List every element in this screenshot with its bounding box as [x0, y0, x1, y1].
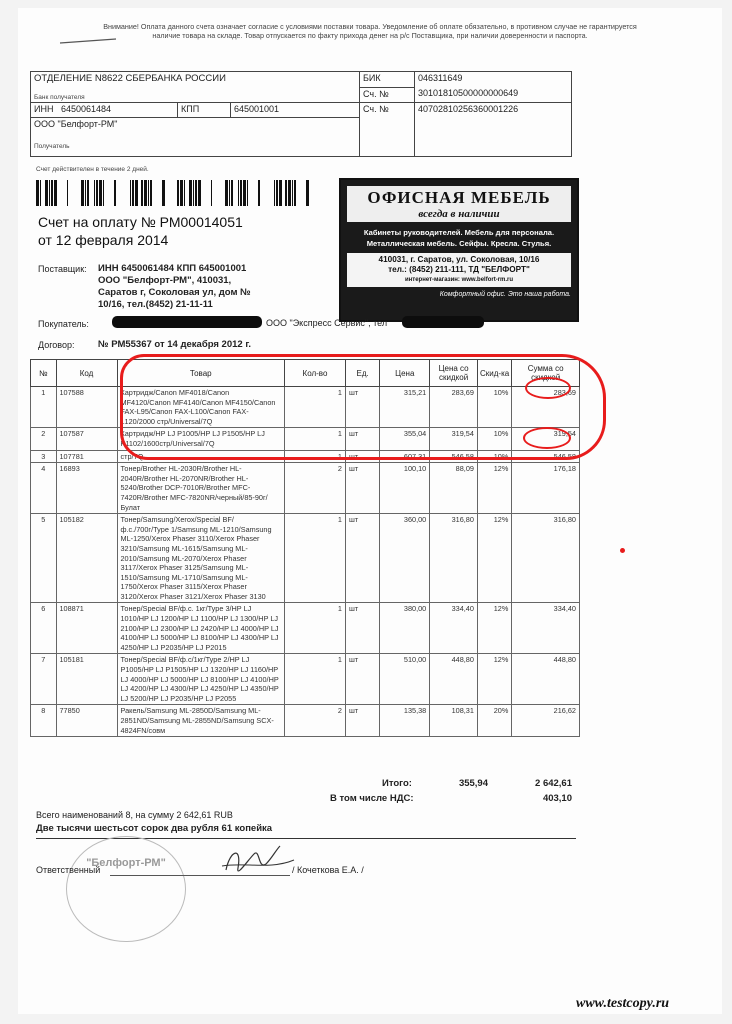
cell-price: 607,31	[380, 450, 430, 463]
account-label: Сч. №	[360, 103, 415, 157]
recipient-label: Получатель	[34, 143, 70, 150]
col-sum-header: Сумма со скидкой	[512, 360, 580, 387]
cell-discount: 12%	[477, 654, 511, 705]
barcode-bar	[240, 180, 242, 206]
cell-price: 100,10	[380, 463, 430, 514]
barcode-bar	[177, 180, 179, 206]
barcode-bar	[180, 180, 183, 206]
handwritten-signature	[214, 840, 304, 882]
invoice-page	[18, 8, 722, 1014]
cell-qty: 1	[284, 428, 345, 450]
cell-qty: 1	[284, 514, 345, 603]
ad-subheading: всегда в наличии	[418, 208, 500, 220]
barcode-bar	[85, 180, 86, 206]
vat-value: 403,10	[542, 793, 572, 804]
barcode-bar	[306, 180, 309, 206]
cell-discount: 10%	[477, 450, 511, 463]
recipient-name: ООО "Белфорт-РМ"	[34, 119, 118, 129]
supplier-line: 10/16, тел.(8452) 21-11-11	[98, 299, 213, 310]
ad-web: интернет-магазин: www.belfort-rm.ru	[404, 277, 514, 283]
barcode-bar	[81, 180, 84, 206]
table-row	[31, 603, 580, 654]
payment-notice: Внимание! Оплата данного счета означает согласие с условиями поставки товара. Уведомление об оплате обязательно, в противном случае не гарантируется наличие товара на складе. Товар отпускается по факту прихода денег на р/с Поставщика, при наличии доверенности и паспорта.	[103, 22, 637, 40]
supplier-details	[98, 263, 251, 311]
barcode-bar	[247, 180, 248, 206]
cell-price: 380,00	[380, 603, 430, 654]
cell-sum: 546,58	[512, 450, 580, 463]
ad-contacts	[347, 253, 571, 287]
corr-account-label: Сч. №	[360, 87, 415, 103]
table-row	[31, 463, 580, 514]
col-discounted-price-header: Цена со скидкой	[430, 360, 478, 387]
contract-label: Договор:	[38, 340, 75, 350]
cell-no: 1	[31, 387, 57, 428]
ad-phone: тел.: (8452) 211-111, ТД "БЕЛФОРТ"	[388, 265, 530, 274]
cell-code: 108871	[56, 603, 117, 654]
cell-code: 107587	[56, 428, 117, 450]
cell-goods: Тонер/Brother HL-2030R/Brother HL-2040R/Brother HL-2070NR/Brother HL-5240/Brother DCP-7010R/Brother MFC-7420R/Brother MFC-7820NR/черный/85-90г/Булат	[117, 463, 284, 514]
total-label: Итого:	[382, 778, 412, 789]
barcode-bar	[288, 180, 291, 206]
cell-price: 135,38	[380, 705, 430, 737]
cell-no: 4	[31, 463, 57, 514]
watermark: www.testcopy.ru	[576, 996, 670, 1011]
barcode-bar	[114, 180, 116, 206]
contract-value: № РМ55367 от 14 декабря 2012 г.	[98, 339, 251, 350]
barcode-bar	[276, 180, 278, 206]
cell-qty: 2	[284, 705, 345, 737]
buyer-value: ООО "Экспресс Сервис", тел	[266, 318, 388, 328]
barcode-bar	[258, 180, 260, 206]
supplier-line: Саратов г, Соколовая ул, дом №	[98, 287, 251, 298]
col-qty-header: Кол-во	[284, 360, 345, 387]
kpp-value: 645001001	[231, 103, 360, 118]
cell-unit: шт	[345, 603, 379, 654]
barcode-bar	[51, 180, 53, 206]
kpp-label: КПП	[178, 103, 231, 118]
company-stamp	[66, 836, 186, 942]
validity-note: Счет действителен в течение 2 дней.	[36, 166, 149, 173]
cell-no: 5	[31, 514, 57, 603]
total-sum: 2 642,61	[535, 778, 572, 789]
barcode-bar	[189, 180, 192, 206]
cell-price: 360,00	[380, 514, 430, 603]
cell-goods: Картридж/HP LJ P1005/HP LJ P1505/HP LJ P1102/1600стр/Universal/7Q	[117, 428, 284, 450]
table-row	[31, 705, 580, 737]
barcode-bar	[211, 180, 212, 206]
cell-discount: 10%	[477, 387, 511, 428]
cell-unit: шт	[345, 450, 379, 463]
cell-unit: шт	[345, 428, 379, 450]
ad-line: Кабинеты руководителей. Мебель для персонала.	[363, 228, 555, 237]
invoice-number: Счет на оплату № РМ00014051	[38, 214, 243, 230]
barcode-bar	[193, 180, 194, 206]
barcode-bar	[141, 180, 143, 206]
cell-code: 105182	[56, 514, 117, 603]
barcode-bar	[96, 180, 98, 206]
cell-qty: 2	[284, 463, 345, 514]
invoice-date: от 12 февраля 2014	[38, 232, 169, 248]
cell-discounted-price: 283,69	[430, 387, 478, 428]
cell-goods: стр/7Q	[117, 450, 284, 463]
total-discounted-price: 355,94	[458, 778, 488, 789]
cell-qty: 1	[284, 450, 345, 463]
redaction-bar	[402, 316, 484, 328]
barcode-bar	[67, 180, 68, 206]
signature-label: Ответственный	[36, 865, 101, 875]
barcode-bar	[238, 180, 239, 206]
barcode-bar	[135, 180, 138, 206]
barcode-bar	[243, 180, 246, 206]
cell-unit: шт	[345, 705, 379, 737]
barcode-bar	[195, 180, 197, 206]
cell-code: 77850	[56, 705, 117, 737]
cell-discounted-price: 334,40	[430, 603, 478, 654]
col-discount-header: Скид-ка	[477, 360, 511, 387]
cell-discounted-price: 546,58	[430, 450, 478, 463]
cell-unit: шт	[345, 463, 379, 514]
barcode-bar	[144, 180, 147, 206]
cell-code: 105181	[56, 654, 117, 705]
barcode-bar	[45, 180, 48, 206]
cell-qty: 1	[284, 603, 345, 654]
ad-lines	[341, 227, 577, 249]
barcode-bar	[184, 180, 185, 206]
cell-goods: Тонер/Samsung/Xerox/Special BF/ф.с./700г/Type 1/Samsung ML-1210/Samsung ML-1250/Xerox Phaser 3110/Xerox Phaser 3210/Samsung ML-1615/Samsung ML-2010/Samsung ML-2070/Xerox Phaser 3117/Xerox Phaser 3125/Samsung ML-1510/Samsung ML-1710/Samsung ML-1750/Xerox Phaser 3115/Xerox Phaser 3120/Xerox Phaser 3121/Xerox Phaser 3130	[117, 514, 284, 603]
cell-no: 7	[31, 654, 57, 705]
barcode-bar	[54, 180, 57, 206]
supplier-line: ООО "Белфорт-РМ", 410031,	[98, 275, 232, 286]
supplier-label: Поставщик:	[38, 264, 87, 274]
table-row	[31, 654, 580, 705]
annotation-circle	[525, 377, 571, 399]
cell-sum: 176,18	[512, 463, 580, 514]
cell-code: 107781	[56, 450, 117, 463]
bank-details-table	[30, 71, 572, 157]
cell-no: 8	[31, 705, 57, 737]
bik-value: 046311649	[415, 72, 572, 88]
cell-code: 107588	[56, 387, 117, 428]
ad-slogan: Комфортный офис. Это наша работа.	[439, 291, 571, 298]
cell-price: 355,04	[380, 428, 430, 450]
barcode-bar	[49, 180, 50, 206]
cell-no: 6	[31, 603, 57, 654]
inn-value: 6450061484	[60, 104, 112, 114]
cell-goods: Тонер/Special BF/ф.с. 1кг/Type 3/HP LJ 1010/HP LJ 1200/HP LJ 1100/HP LJ 1300/HP LJ 2100/HP LJ 2300/HP LJ 2420/HP LJ 4000/HP LJ 4100/HP LJ 5000/HP LJ 8100/HP LJ 4300/HP LJ 4250/HP LJ P2035/HP LJ P2015	[117, 603, 284, 654]
corr-account-value: 30101810500000000649	[415, 87, 572, 103]
barcode-bar	[162, 180, 165, 206]
barcode-bar	[99, 180, 102, 206]
cell-discount: 20%	[477, 705, 511, 737]
barcode-bar	[285, 180, 287, 206]
cell-unit: шт	[345, 654, 379, 705]
signature-name: / Кочеткова Е.А. /	[292, 865, 364, 875]
cell-unit: шт	[345, 514, 379, 603]
cell-price: 510,00	[380, 654, 430, 705]
cell-sum: 448,80	[512, 654, 580, 705]
ad-heading-block	[347, 186, 571, 222]
col-unit-header: Ед.	[345, 360, 379, 387]
barcode-bar	[40, 180, 41, 206]
col-goods-header: Товар	[117, 360, 284, 387]
barcode-bar	[36, 180, 39, 206]
recipient-bank-label: Банк получателя	[34, 94, 85, 101]
cell-goods: Ракель/Samsung ML-2850D/Samsung ML-2851ND/Samsung ML-2855ND/Samsung SCX-4824FN/совм	[117, 705, 284, 737]
cell-discount: 12%	[477, 603, 511, 654]
red-dot	[620, 548, 625, 553]
barcode-bar	[225, 180, 228, 206]
barcode-bar	[274, 180, 275, 206]
barcode-bar	[148, 180, 149, 206]
invoice-title	[38, 213, 243, 249]
ad-address: 410031, г. Саратов, ул. Соколовая, 10/16	[378, 255, 540, 264]
cell-discounted-price: 448,80	[430, 654, 478, 705]
vat-label: В том числе НДС:	[330, 793, 414, 804]
cell-code: 16893	[56, 463, 117, 514]
cell-discount: 10%	[477, 428, 511, 450]
cell-sum: 334,40	[512, 603, 580, 654]
cell-discount: 12%	[477, 514, 511, 603]
cell-no: 3	[31, 450, 57, 463]
cell-discounted-price: 316,80	[430, 514, 478, 603]
cell-goods: Тонер/Special BF/ф.с/1кг/Type 2/HP LJ P1005/HP LJ P1505/HP LJ 1320/HP LJ 1160/HP LJ 4000/HP LJ 5000/HP LJ 8100/HP LJ 4100/HP LJ 4200/HP LJ 4300/HP LJ 4250/HP LJ 4350/HP LJ 5200/HP LJ P2035/HP LJ P2055	[117, 654, 284, 705]
barcode-bar	[292, 180, 293, 206]
cell-price: 315,21	[380, 387, 430, 428]
items-count-summary: Всего наименований 8, на сумму 2 642,61 RUB	[36, 810, 233, 820]
barcode-bar	[103, 180, 104, 206]
cell-discounted-price: 319,54	[430, 428, 478, 450]
supplier-line: ИНН 6450061484 КПП 645001001	[98, 263, 247, 274]
stamp-text: "Белфорт-РМ"	[86, 857, 166, 869]
cell-qty: 1	[284, 654, 345, 705]
bik-label: БИК	[360, 72, 415, 88]
ad-heading: ОФИСНАЯ МЕБЕЛЬ	[367, 188, 551, 207]
barcode-bar	[130, 180, 131, 206]
cell-sum: 283,69	[512, 387, 580, 428]
barcode	[36, 180, 314, 206]
cell-no: 2	[31, 428, 57, 450]
ad-line: Металлическая мебель. Сейфы. Кресла. Стулья.	[366, 239, 552, 248]
cell-qty: 1	[284, 387, 345, 428]
cell-goods: Картридж/Canon MF4018/Canon MF4120/Canon MF4140/Canon MF4150/Canon FAX-L95/Canon FAX-L100/Canon FAX-L120/2000 стр/Universal/7Q	[117, 387, 284, 428]
cell-sum: 216,62	[512, 705, 580, 737]
cell-discounted-price: 88,09	[430, 463, 478, 514]
cell-unit: шт	[345, 387, 379, 428]
inn-label: ИНН	[34, 104, 54, 114]
barcode-bar	[198, 180, 201, 206]
barcode-bar	[229, 180, 230, 206]
barcode-bar	[279, 180, 282, 206]
barcode-bar	[94, 180, 95, 206]
barcode-bar	[150, 180, 152, 206]
cell-sum: 316,80	[512, 514, 580, 603]
buyer-label: Покупатель:	[38, 319, 89, 329]
cell-sum: 319,54	[512, 428, 580, 450]
barcode-bar	[132, 180, 134, 206]
barcode-bar	[87, 180, 89, 206]
col-code-header: Код	[56, 360, 117, 387]
cell-discounted-price: 108,31	[430, 705, 478, 737]
col-price-header: Цена	[380, 360, 430, 387]
advertisement-logo	[339, 178, 579, 322]
redaction-bar	[112, 316, 262, 328]
amount-in-words: Две тысячи шестьсот сорок два рубля 61 копейка	[36, 823, 273, 834]
account-value: 40702810256360001226	[415, 103, 572, 157]
bank-name: ОТДЕЛЕНИЕ N8622 СБЕРБАНКА РОССИИ	[34, 73, 226, 84]
table-row	[31, 514, 580, 603]
cell-discount: 12%	[477, 463, 511, 514]
col-no-header: №	[31, 360, 57, 387]
barcode-bar	[294, 180, 296, 206]
annotation-circle	[523, 427, 571, 449]
barcode-bar	[231, 180, 233, 206]
